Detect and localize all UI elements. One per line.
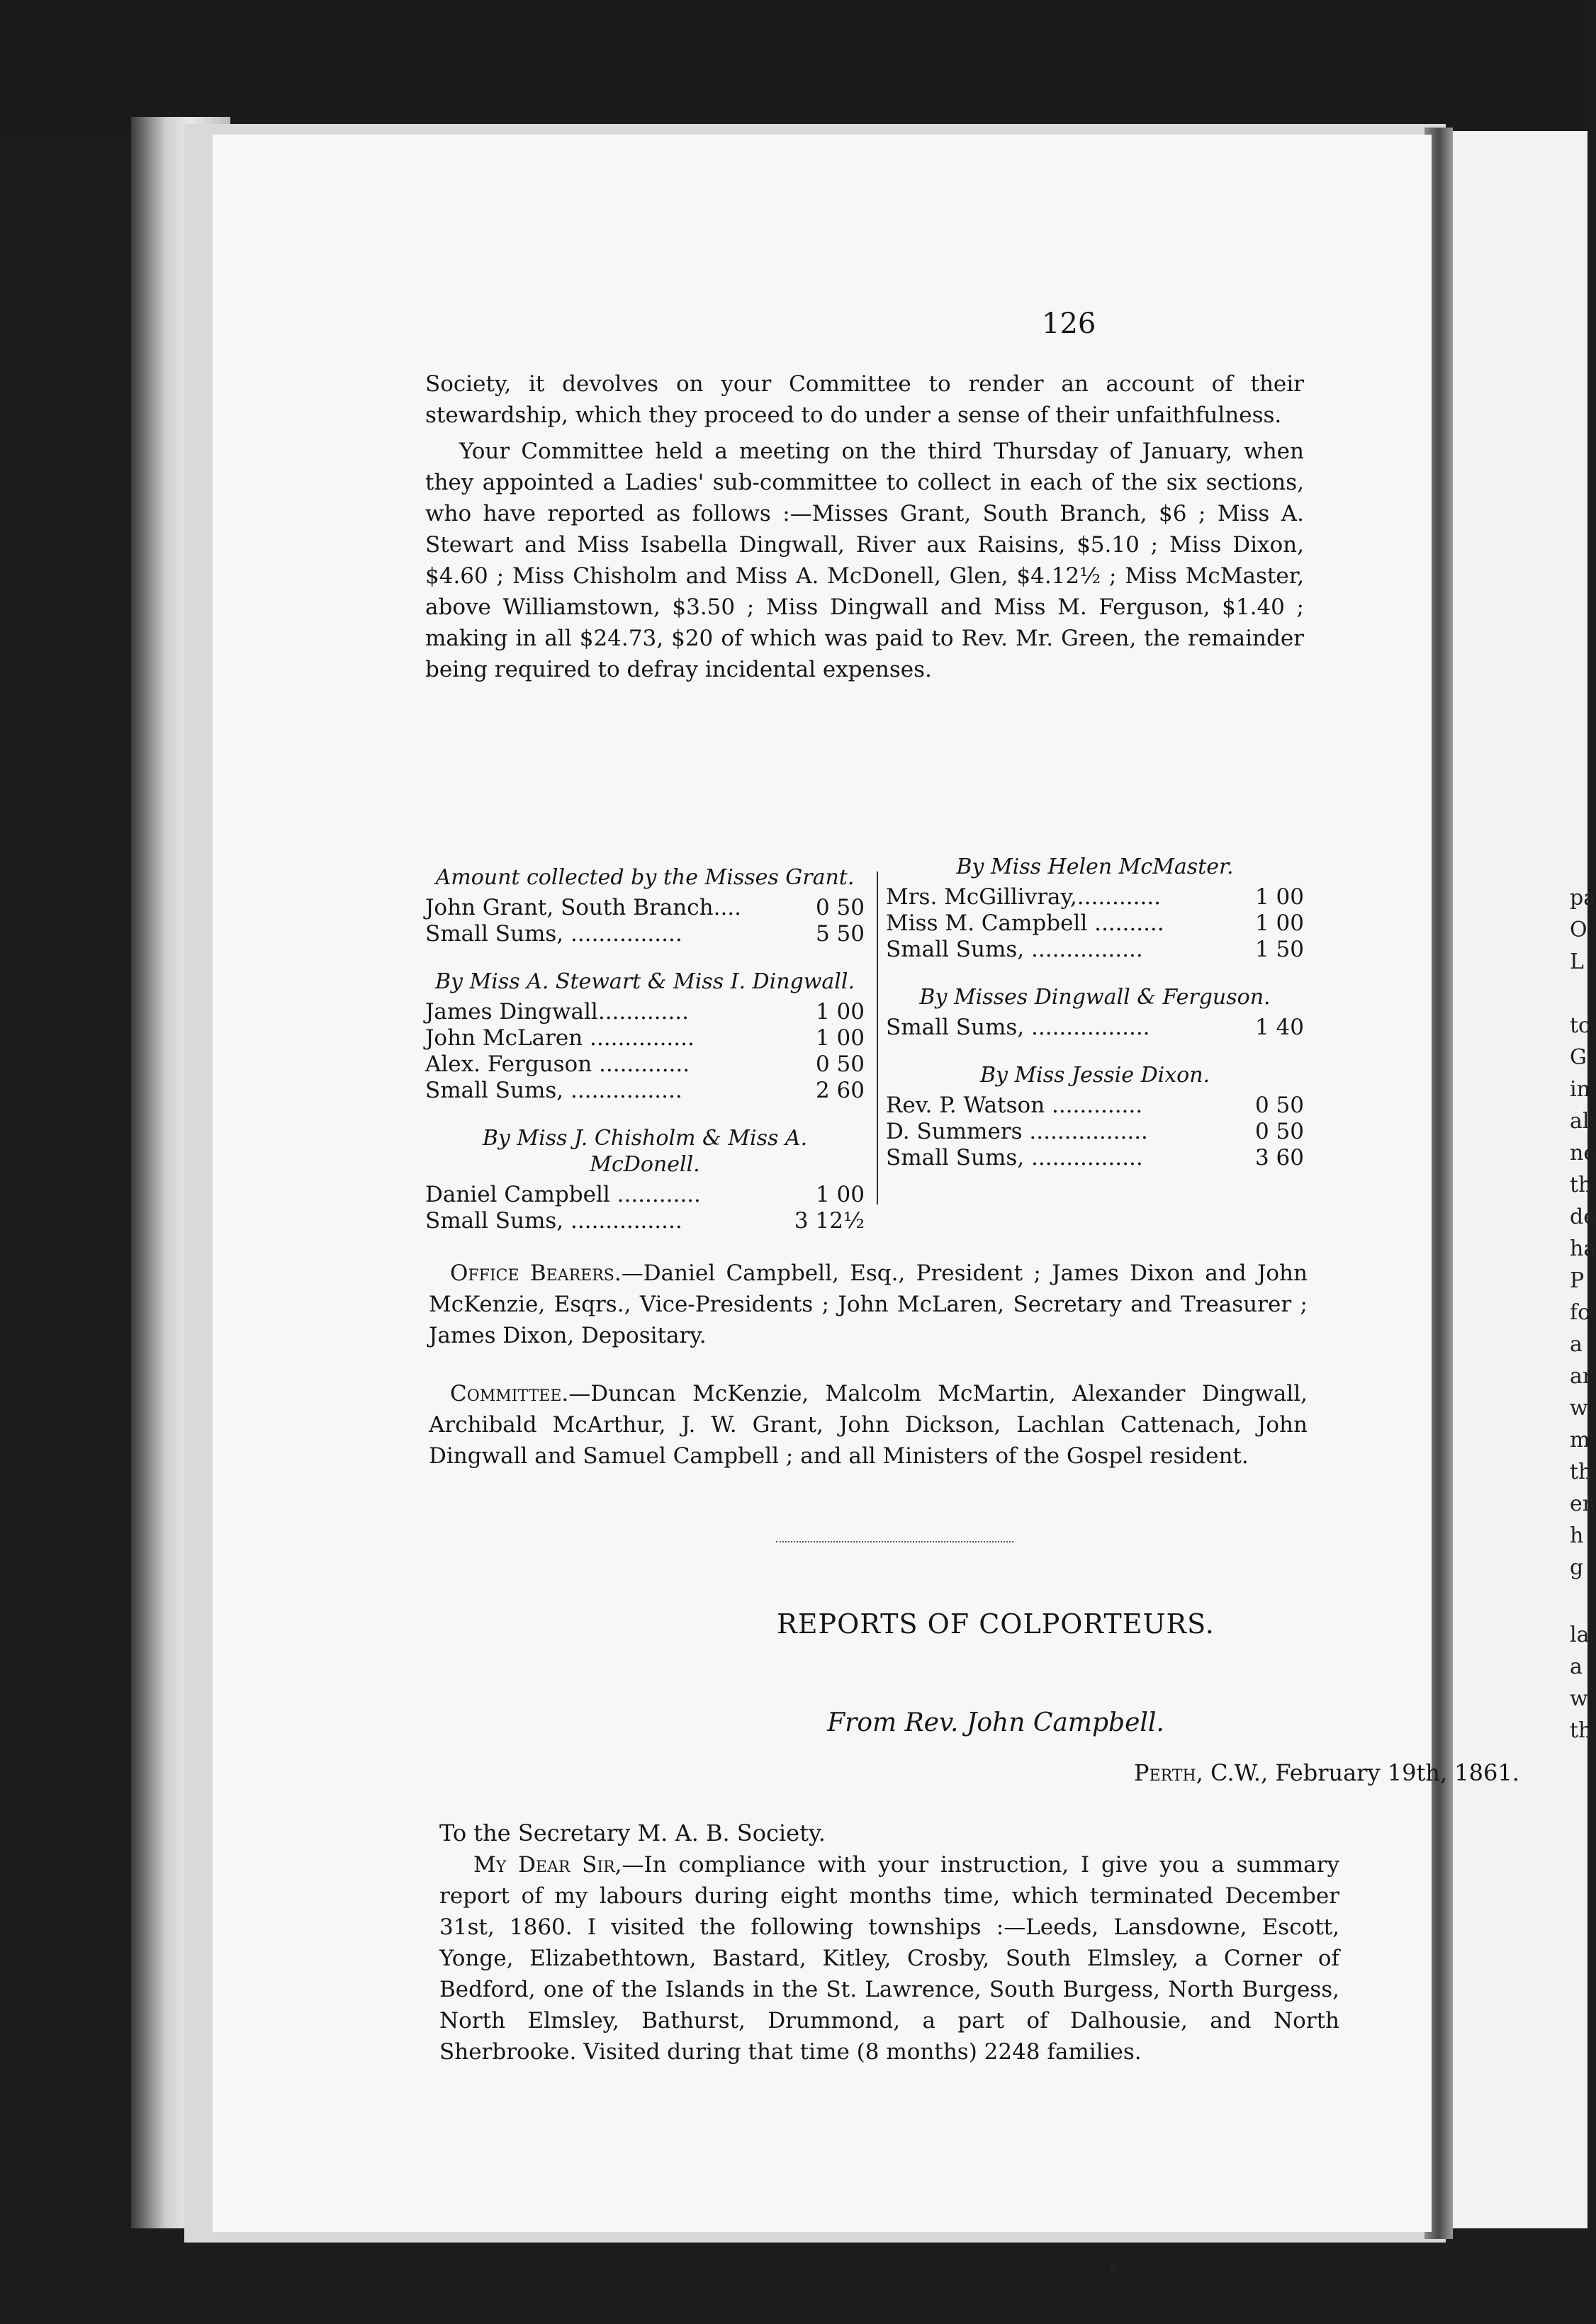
facing-page-fragment: ne: [1570, 1141, 1596, 1166]
facing-page-fragment: en: [1570, 1491, 1596, 1516]
collection-row: [425, 1078, 865, 1104]
page-number: 126: [1042, 308, 1096, 340]
collection-row: [886, 1145, 1304, 1171]
collection-block: [425, 864, 865, 947]
facing-page-fragment: pa: [1570, 886, 1596, 910]
book-page: [213, 135, 1519, 2232]
collection-row: [425, 895, 865, 921]
letter-opening: My Dear Sir,: [473, 1852, 622, 1878]
facing-page-fragment: a: [1570, 1654, 1583, 1679]
contributor-name: Small Sums, .................: [886, 1015, 1150, 1040]
contribution-amount: 0 50: [1254, 1119, 1304, 1144]
contributor-name: John Grant, South Branch....: [425, 895, 742, 920]
collection-row: [886, 937, 1304, 963]
contributor-name: Miss M. Campbell ..........: [886, 910, 1164, 936]
collection-block: [425, 969, 865, 1104]
scanner-background: [0, 0, 1587, 135]
contribution-amount: 1 00: [815, 1025, 865, 1051]
intro-paragraph: Society, it devolves on your Committee to render an account of their stewardship, which they proceed to do under a sense of their unfaithfulness.: [425, 371, 1304, 428]
collection-row: [886, 1015, 1304, 1041]
office-bearers-label: Office Bearers.: [450, 1260, 622, 1286]
facing-page-fragment: w: [1570, 1396, 1588, 1421]
collection-row: [425, 1208, 865, 1234]
contribution-amount: 0 50: [1254, 1093, 1304, 1118]
letter-body: [439, 1849, 1339, 2068]
collection-heading: By Miss Jessie Dixon.: [979, 1063, 1210, 1088]
contributor-name: Small Sums, ................: [425, 1078, 682, 1103]
facing-page-fragment: fo: [1570, 1300, 1591, 1325]
facing-page-fragment: w: [1570, 1686, 1588, 1711]
contribution-amount: 1 00: [815, 1182, 865, 1207]
facing-page-fragment: al: [1570, 1109, 1590, 1134]
collection-block: [886, 984, 1304, 1041]
committee-paragraph: [429, 1378, 1308, 1472]
page-content: [425, 135, 1566, 2232]
letter-dateline: [1134, 1757, 1519, 1788]
contributor-name: Rev. P. Watson .............: [886, 1093, 1143, 1118]
contribution-amount: 1 00: [1254, 884, 1304, 910]
collections-left-column: [425, 864, 865, 1256]
committee-label: Committee.: [450, 1381, 569, 1406]
collection-row: [425, 1182, 865, 1208]
contributor-name: Small Sums, ................: [425, 1208, 682, 1234]
contribution-amount: 1 40: [1254, 1015, 1304, 1040]
contribution-amount: 5 50: [815, 921, 865, 947]
dateline-date: C.W., February 19th, 1861.: [1203, 1759, 1519, 1786]
facing-page-fragment: th: [1570, 1460, 1592, 1484]
collection-row: [425, 1051, 865, 1078]
report-author: From Rev. John Campbell.: [827, 1708, 1164, 1737]
committee-report-paragraph: Your Committee held a meeting on the third Thursday of January, when they appointed a Ladies' sub-committee to collect in each of the six sections, who have reported as follows :—Misses Grant, South Branch, $6 ; Miss A. Stewart and Miss Isabella Dingwall, River aux Raisins, $5.10 ; Miss Dixon, $4.60 ; Miss Chisholm and Miss A. McDonell, Glen, $4.12½ ; Miss McMaster, above Williamstown, $3.50 ; Miss Dingwall and Miss M. Ferguson, $1.40 ; making in all $24.73, $20 of which was paid to Rev. Mr. Green, the remainder being required to defray incidental expenses.: [425, 439, 1304, 682]
contributor-name: James Dingwall.............: [425, 999, 689, 1025]
contributor-name: John McLaren ...............: [425, 1025, 695, 1051]
collection-row: [425, 921, 865, 947]
contribution-amount: 3 12½: [794, 1208, 865, 1234]
facing-page-fragment: th: [1570, 1718, 1592, 1743]
contribution-amount: 1 50: [1254, 937, 1304, 962]
collection-heading: By Miss J. Chisholm & Miss A. McDonell.: [482, 1126, 808, 1177]
office-bearers-paragraph: [429, 1258, 1308, 1351]
facing-page-fragment: to: [1570, 1013, 1592, 1038]
column-divider: [877, 872, 878, 1205]
contributor-name: Daniel Campbell ............: [425, 1182, 701, 1207]
committee-text: —Duncan McKenzie, Malcolm McMartin, Alexander Dingwall, Archibald McArthur, J. W. Grant, John Dickson, Lachlan Cattenach, John Dingwall and Samuel Campbell ; and all Ministers of the Gospel resident.: [429, 1381, 1308, 1469]
contributor-name: Small Sums, ................: [886, 937, 1143, 962]
section-heading: REPORTS OF COLPORTEURS.: [777, 1608, 1215, 1640]
collection-block: [886, 1062, 1304, 1171]
facing-page-fragment: in: [1570, 1077, 1590, 1102]
collection-row: [425, 1025, 865, 1051]
facing-page-fragment: th: [1570, 1173, 1592, 1197]
contribution-amount: 0 50: [815, 895, 865, 920]
facing-page-fragment: ar: [1570, 1364, 1593, 1389]
contributor-name: D. Summers .................: [886, 1119, 1148, 1144]
facing-page-fragment: g: [1570, 1555, 1584, 1580]
facing-page-fragment: ha: [1570, 1236, 1596, 1261]
facing-page-fragment: la: [1570, 1623, 1590, 1647]
letter-text: —In compliance with your instruction, I give you a summary report of my labours during eight months time, which terminated December 31st, 1860. I visited the following townships :—Leeds, Lansdowne, Escott, Yonge, Elizabethtown, Bastard, Kitley, Crosby, South Elmsley, a Corner of Bedford, one of the Islands in the St. Lawrence, South Burgess, North Burgess, North Elmsley, Bathurst, Drummond, a part of Dalhousie, and North Sherbrooke. Visited during that time (8 months) 2248 families.: [439, 1852, 1339, 2065]
contribution-amount: 3 60: [1254, 1145, 1304, 1171]
facing-page-fragment: m: [1570, 1428, 1590, 1452]
contributor-name: Alex. Ferguson .............: [425, 1051, 690, 1077]
collection-row: [886, 1119, 1304, 1145]
contributor-name: Mrs. McGillivray,............: [886, 884, 1162, 910]
contribution-amount: 0 50: [815, 1051, 865, 1077]
section-divider: [776, 1541, 1013, 1542]
collection-block: [886, 854, 1304, 963]
collection-heading: By Miss Helen McMaster.: [956, 854, 1234, 879]
collection-block: [425, 1125, 865, 1234]
contributor-name: Small Sums, ................: [425, 921, 682, 947]
collection-row: [886, 884, 1304, 910]
facing-page-fragment: a: [1570, 1332, 1583, 1357]
contribution-amount: 1 00: [815, 999, 865, 1025]
facing-page-fragment: P: [1570, 1268, 1585, 1293]
collections-right-column: [886, 854, 1304, 1192]
facing-page-fragment: G: [1570, 1045, 1587, 1070]
office-bearers-text: —Daniel Campbell, Esq., President ; James Dixon and John McKenzie, Esqrs., Vice-Presidents ; John McLaren, Secretary and Treasurer ; James Dixon, Depositary.: [429, 1260, 1308, 1348]
collection-heading: Amount collected by the Misses Grant.: [435, 865, 855, 890]
collection-row: [886, 910, 1304, 937]
contribution-amount: 1 00: [1254, 910, 1304, 936]
page-mark: [1109, 2264, 1116, 2271]
collection-row: [425, 999, 865, 1025]
contributor-name: Small Sums, ................: [886, 1145, 1143, 1171]
dateline-place: Perth,: [1134, 1759, 1203, 1786]
facing-page-fragment: O: [1570, 918, 1587, 942]
contribution-amount: 2 60: [815, 1078, 865, 1103]
collection-row: [886, 1093, 1304, 1119]
letter-salutation: To the Secretary M. A. B. Society.: [439, 1820, 826, 1846]
collection-heading: By Miss A. Stewart & Miss I. Dingwall.: [434, 969, 855, 994]
facing-page-fragment: L: [1570, 949, 1584, 974]
facing-page-fragment: h: [1570, 1523, 1584, 1548]
collection-heading: By Misses Dingwall & Ferguson.: [919, 985, 1271, 1010]
facing-page-fragment: de: [1570, 1205, 1596, 1229]
